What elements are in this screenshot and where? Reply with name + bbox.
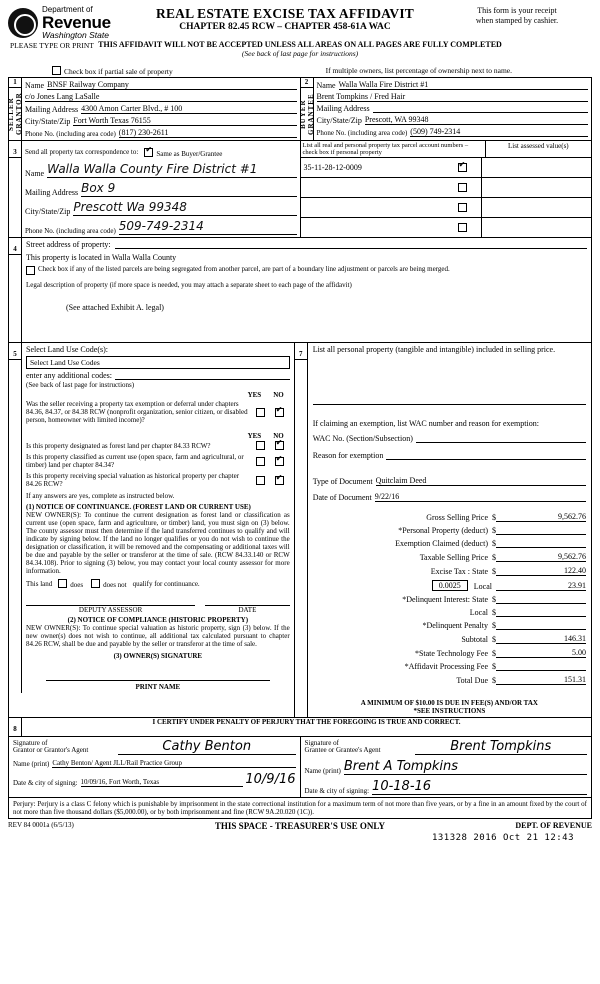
street-address-label: Street address of property: (26, 240, 111, 250)
grantee-signature-value[interactable]: Brent Tompkins (415, 739, 588, 755)
property-section (8, 238, 592, 343)
tax-line-9-value[interactable]: 146.31 (496, 634, 586, 644)
correspondence-phone-label: Phone No. (including area code) (25, 227, 116, 236)
segregated-label: Check box if any of the listed parcels are being segregated from another parcel, are part of a boundary line adjustment or parcels are being merged. (38, 265, 450, 274)
personal-property-heading: List all personal property (tangible and intangible) included in selling price. (312, 345, 556, 355)
tax-line-2-value[interactable] (496, 547, 586, 548)
document-date-value[interactable]: 9/22/16 (375, 492, 586, 502)
buyer-box-num: 2 (301, 78, 313, 88)
form-revision: REV 84 0001a (6/5/13) (8, 821, 74, 830)
grantee-name-value[interactable]: Brent A Tompkins (344, 759, 587, 775)
does-not-label: does not (103, 581, 127, 590)
tax-line-1-value[interactable] (496, 534, 586, 535)
does-not-checkbox[interactable] (91, 579, 127, 589)
buyer-address-value[interactable] (373, 112, 588, 113)
assessed-value-1[interactable] (482, 177, 591, 197)
grantor-sig-line2: Grantor or Grantor's Agent (13, 746, 89, 755)
instructions-note: (See back of last page for instructions) (241, 49, 359, 59)
tax-line-8-value[interactable] (496, 629, 586, 630)
tax-line-6-label: *Delinquent Interest: State (402, 595, 488, 605)
correspondence-name-label: Name (25, 169, 45, 179)
deputy-assessor-label: DEPUTY ASSESSOR (26, 605, 195, 614)
grantee-date-label: Date & city of signing: (304, 787, 370, 796)
yes-header-2: YES (247, 432, 262, 441)
parcel-personal-1[interactable] (458, 183, 467, 192)
landuse-select-value: Select Land Use Codes (30, 358, 100, 368)
dept-line3: Washington State (42, 30, 109, 41)
question-3-yes[interactable] (256, 476, 265, 485)
owner-signature-title: (3) OWNER(S) SIGNATURE (113, 652, 203, 661)
notice2-body: NEW OWNER(S): To continue special valuation as historic property, sign (3) below. If the new owner(s) does not wish to continue, all additional tax calculated pursuant to chapter 84.26 RCW, shall be due and payable by the seller or transferor at the time of sale. (26, 624, 290, 649)
correspondence-parcels-section (8, 140, 592, 238)
tax-line-10-label: *State Technology Fee (414, 649, 488, 659)
seller-name-value[interactable]: BNSF Railway Company (47, 80, 296, 90)
exemption-claim-label: If claiming an exemption, list WAC number and reason for exemption: (312, 419, 539, 429)
question-0-yes[interactable] (256, 408, 265, 417)
seller-side-label: SELLER GRANTOR (7, 92, 23, 136)
tax-line-6-value[interactable] (496, 603, 586, 604)
tax-line-0-label: Gross Selling Price (426, 513, 488, 523)
tax-line-4-value[interactable]: 122.40 (496, 566, 586, 576)
page-title: REAL ESTATE EXCISE TAX AFFIDAVIT (156, 6, 414, 21)
personal-property-box-num: 7 (295, 350, 307, 360)
receipt-note (442, 6, 592, 26)
parcel-rows (301, 157, 482, 237)
located-in-value[interactable]: Walla Walla County (111, 253, 177, 263)
segregated-checkbox[interactable] (26, 265, 587, 275)
personal-property-value[interactable] (313, 354, 586, 405)
question-2-no[interactable] (275, 457, 284, 466)
perjury-note (8, 798, 592, 819)
buyer-address-label: Mailing Address (316, 104, 370, 114)
question-0-no[interactable] (275, 408, 284, 417)
assessor-date-label: DATE (205, 605, 290, 614)
grantor-sig-line1: Signature of (13, 738, 48, 747)
local-rate-value[interactable]: 0.0025 (432, 580, 468, 591)
print-name-label: PRINT NAME (135, 683, 181, 692)
does-label: does (70, 581, 84, 590)
seller-citystate-label: City/State/Zip (25, 117, 71, 127)
grantor-date-handwritten[interactable]: 10/9/16 (245, 772, 296, 788)
legal-description-value[interactable]: (See attached Exhibit A. legal) (66, 303, 164, 313)
assessed-value-3[interactable] (482, 217, 591, 237)
legal-description-label: Legal description of property (if more space is needed, you may attach a separate sheet to each page of the affidavit) (26, 281, 352, 290)
tax-line-8-label: *Delinquent Penalty (422, 621, 488, 631)
please-type-label: PLEASE TYPE OR PRINT (10, 41, 94, 51)
parcel-number-0[interactable]: 35-11-28-12-0009 (303, 163, 362, 173)
grantee-name-label: Name (print) (304, 767, 341, 776)
landuse-finance-section (8, 343, 592, 718)
notice1-title: (1) NOTICE OF CONTINUANCE. (FOREST LAND OR CURRENT USE) (26, 503, 251, 512)
reason-exemption-label: Reason for exemption (312, 451, 384, 461)
parcel-personal-0[interactable] (458, 163, 467, 172)
seller-address-value[interactable]: 4300 Amon Carter Blvd., # 100 (81, 104, 296, 114)
correspondence-citystate-value[interactable]: Prescott Wa 99348 (73, 200, 296, 216)
state-seal-icon (8, 8, 38, 38)
page-header (8, 6, 592, 40)
does-checkbox[interactable] (58, 579, 83, 589)
question-2-text: Is this property classified as current use (open space, farm and agricultural, or timber) land per chapter 84.34? (26, 453, 244, 470)
tax-line-2-label: Exemption Claimed (deduct) (395, 539, 488, 549)
tax-line-3-label: Taxable Selling Price (419, 553, 488, 563)
tax-line-12-label: Total Due (456, 676, 488, 686)
correspondence-box-num: 3 (9, 148, 21, 158)
tax-line-5-value[interactable]: 23.91 (496, 581, 586, 591)
question-1-yes[interactable] (256, 441, 265, 450)
does-not-box[interactable] (91, 579, 100, 588)
correspondence-citystate-label: City/State/Zip (25, 207, 71, 217)
tax-line-11-value[interactable] (496, 670, 586, 671)
grantor-signature-value[interactable]: Cathy Benton (118, 739, 296, 755)
owner-signature-line[interactable] (46, 660, 270, 681)
street-address-value[interactable] (115, 248, 587, 249)
notice1-body: NEW OWNER(S): To continue the current designation as forest land or classification as current use (open space, farm and agriculture, or timber) land, you must sign on (3) below. The county assessor must then determine if the land transferred continues to qualify and will indicate by signing below. If the land no longer qualifies or you do not wish to continue the designation or classification, it will be removed and the compensating or additional taxes will be due and payable by the seller or transferor at the time of sale. (RCW 84.33.140 or RCW 84.34.108). Prior to signing (3) below, you may contact your local county assessor for more information. (26, 511, 290, 576)
buyer-citystate-value[interactable]: Prescott, WA 99348 (365, 115, 588, 125)
tax-line-5-label: Local (473, 582, 492, 592)
tax-line-0-value[interactable]: 9,562.76 (496, 512, 586, 522)
tax-line-12-value[interactable]: 151.31 (496, 675, 586, 685)
question-3-text: Is this property receiving special valuation as historical property per chapter 84.26 RCW? (26, 472, 240, 489)
assessed-heading: List assessed value(s) (507, 142, 569, 151)
tax-line-1-label: *Personal Property (deduct) (398, 526, 488, 536)
landuse-additional-label: enter any additional codes: (26, 371, 112, 381)
receipt-line1: This form is your receipt (477, 6, 557, 15)
tax-line-7-value[interactable] (496, 616, 586, 617)
partial-sale-box[interactable] (52, 66, 61, 75)
minimum-fee-note: A MINIMUM OF $10.00 IS DUE IN FEE(S) AND/OR TAX (360, 699, 538, 708)
assessed-values (482, 157, 591, 237)
receipt-line2: when stamped by cashier. (475, 16, 559, 25)
buyer-citystate-label: City/State/Zip (316, 116, 362, 126)
assessed-value-0[interactable] (482, 157, 591, 177)
wac-number-value[interactable] (416, 442, 586, 443)
qualify-label: qualify for continuance. (132, 580, 200, 589)
same-as-buyer-checkbox[interactable] (144, 143, 222, 161)
question-1-text: Is this property designated as forest land per chapter 84.33 RCW? (26, 441, 211, 450)
seller-phone-label: Phone No. (including area code) (25, 130, 116, 139)
question-0-text: Was the seller receiving a property tax exemption or deferral under chapters 84.36, 84.37, or 84.38 RCW (nonprofit organization, senior citizen, or disabled person, homeowner with limited income)? (26, 400, 248, 425)
warning-text: THIS AFFIDAVIT WILL NOT BE ACCEPTED UNLESS ALL AREAS ON ALL PAGES ARE FULLY COMPLETED (98, 40, 502, 50)
parties-section (8, 77, 592, 140)
landuse-select[interactable] (26, 356, 290, 369)
parcels-heading: List all real and personal property tax parcel account numbers – check box if personal property (301, 141, 486, 157)
notice2-title: (2) NOTICE OF COMPLIANCE (HISTORIC PROPERTY) (67, 616, 249, 625)
partial-sale-label: Check box if partial sale of property (64, 67, 173, 77)
landuse-see-back: (See back of last page for instructions) (26, 381, 135, 390)
correspondence-phone-value[interactable]: 509-749-2314 (119, 219, 297, 235)
grantor-date-value[interactable]: 10/09/16, Fort Worth, Texas (81, 778, 244, 787)
multiple-owners-note: If multiple owners, list percentage of ownership next to name. (325, 65, 512, 75)
buyer-name2-value[interactable]: Brent Tompkins / Fred Hair (317, 92, 589, 102)
this-land-label: This land (26, 580, 53, 589)
grantee-date-value[interactable]: 10-18-16 (372, 779, 587, 795)
grantee-sig-line1: Signature of (304, 738, 339, 747)
located-in-label: This property is located in (26, 253, 110, 263)
landuse-heading: Select Land Use Code(s): (26, 345, 108, 355)
dept-line1: Department of (42, 5, 93, 14)
correspondence-name-value[interactable]: Walla Walla County Fire District #1 (47, 162, 296, 178)
assessed-value-2[interactable] (482, 197, 591, 217)
tax-line-10-value[interactable]: 5.00 (496, 648, 586, 658)
landuse-box-num: 5 (9, 350, 21, 360)
wac-number-label: WAC No. (Section/Subsection) (312, 434, 413, 444)
no-header-2: NO (273, 432, 284, 441)
buyer-side-label: BUYER GRANTEE (298, 93, 315, 135)
no-header-1: NO (273, 391, 284, 400)
buyer-name-label: Name (316, 81, 336, 91)
dept-revenue-label: DEPT. OF REVENUE (515, 821, 592, 831)
if-any-yes-note: If any answers are yes, complete as instructed below. (26, 492, 175, 501)
same-as-buyer-label: Same as Buyer/Grantee (156, 150, 223, 159)
same-as-buyer-box[interactable] (144, 148, 153, 157)
perjury-text: Perjury: Perjury is a class C felony which is punishable by imprisonment in the state correctional institution for a maximum term of not more than five years, or by a fine in an amount fixed by the court of not more than five thousand dollars ($5,000.00), or by both imprisonment and fine (RCW 9A.20.020 (1C)). (13, 800, 587, 817)
tax-line-7-label: Local (469, 608, 488, 618)
treasurer-space-label: THIS SPACE - TREASURER'S USE ONLY (214, 821, 386, 832)
tax-line-9-label: Subtotal (461, 635, 488, 645)
reason-exemption-value[interactable] (386, 459, 586, 460)
partial-sale-checkbox[interactable] (52, 66, 173, 76)
parcel-personal-2[interactable] (458, 203, 467, 212)
certification-section (8, 718, 592, 798)
landuse-additional-value[interactable] (115, 379, 290, 380)
tax-line-11-label: *Affidavit Processing Fee (404, 662, 488, 672)
buyer-phone-value[interactable]: (509) 749-2314 (410, 127, 588, 137)
receipt-stamp: 131328 2016 Oct 21 12:43 (431, 833, 574, 844)
grantor-name-label: Name (print) (13, 760, 50, 769)
seller-box-num: 1 (9, 78, 21, 88)
does-box[interactable] (58, 579, 67, 588)
see-instructions-note: *SEE INSTRUCTIONS (413, 707, 486, 716)
seller-name2-value[interactable]: c/o Jones Lang LaSalle (25, 92, 297, 102)
question-3-no[interactable] (275, 476, 284, 485)
correspondence-address-value[interactable]: Box 9 (81, 181, 296, 197)
seller-address-label: Mailing Address (25, 105, 79, 115)
document-date-label: Date of Document (312, 493, 372, 503)
tax-lines: Gross Selling Price $ 9,562.76 *Personal Property (deduct) $ Exemption Claimed (deduct) $ Taxable Selling Price $ 9,562.76 Excise Tax : State $ 122.40 0.0025 Local 23.91 *Delinquent Interest: State $ Local $ *Delinquent Penalty $ Subtotal $ 146.31 *State Technology Fee $ 5.00 *Affidavit Processing Fee $ Total Due $ 151.31 (313, 508, 586, 685)
buyer-name-value[interactable]: Walla Walla Fire District #1 (339, 80, 588, 90)
yes-header-1: YES (247, 391, 262, 400)
seller-phone-value[interactable]: (817) 230-2611 (119, 128, 297, 138)
correspondence-address-label: Mailing Address (25, 188, 79, 198)
tax-line-4-label: Excise Tax : State (430, 567, 488, 577)
certify-heading: I CERTIFY UNDER PENALTY OF PERJURY THAT THE FOREGOING IS TRUE AND CORRECT. (152, 718, 461, 727)
buyer-phone-label: Phone No. (including area code) (316, 129, 408, 138)
seller-citystate-value[interactable]: Fort Worth Texas 76155 (73, 116, 296, 126)
correspondence-heading: Send all property tax correspondence to: (25, 148, 139, 157)
document-type-label: Type of Document (312, 477, 373, 487)
question-1-no[interactable] (275, 441, 284, 450)
grantor-date-label: Date & city of signing: (13, 779, 78, 788)
dept-line2: Revenue (42, 13, 111, 33)
street-box-num: 4 (9, 245, 21, 255)
parcel-personal-3[interactable] (458, 223, 467, 232)
grantee-sig-line2: Grantee or Grantee's Agent (304, 746, 381, 755)
grantor-name-value[interactable]: Cathy Benton/ Agent JLL/Rail Practice Group (52, 759, 295, 768)
seller-name-label: Name (25, 81, 45, 91)
document-type-value[interactable]: Quitclaim Deed (376, 476, 586, 486)
certify-box-num: 8 (9, 725, 21, 734)
segregated-box[interactable] (26, 266, 35, 275)
page-subtitle: CHAPTER 82.45 RCW – CHAPTER 458-61A WAC (179, 22, 391, 32)
question-2-yes[interactable] (256, 457, 265, 466)
tax-line-3-value[interactable]: 9,562.76 (496, 552, 586, 562)
